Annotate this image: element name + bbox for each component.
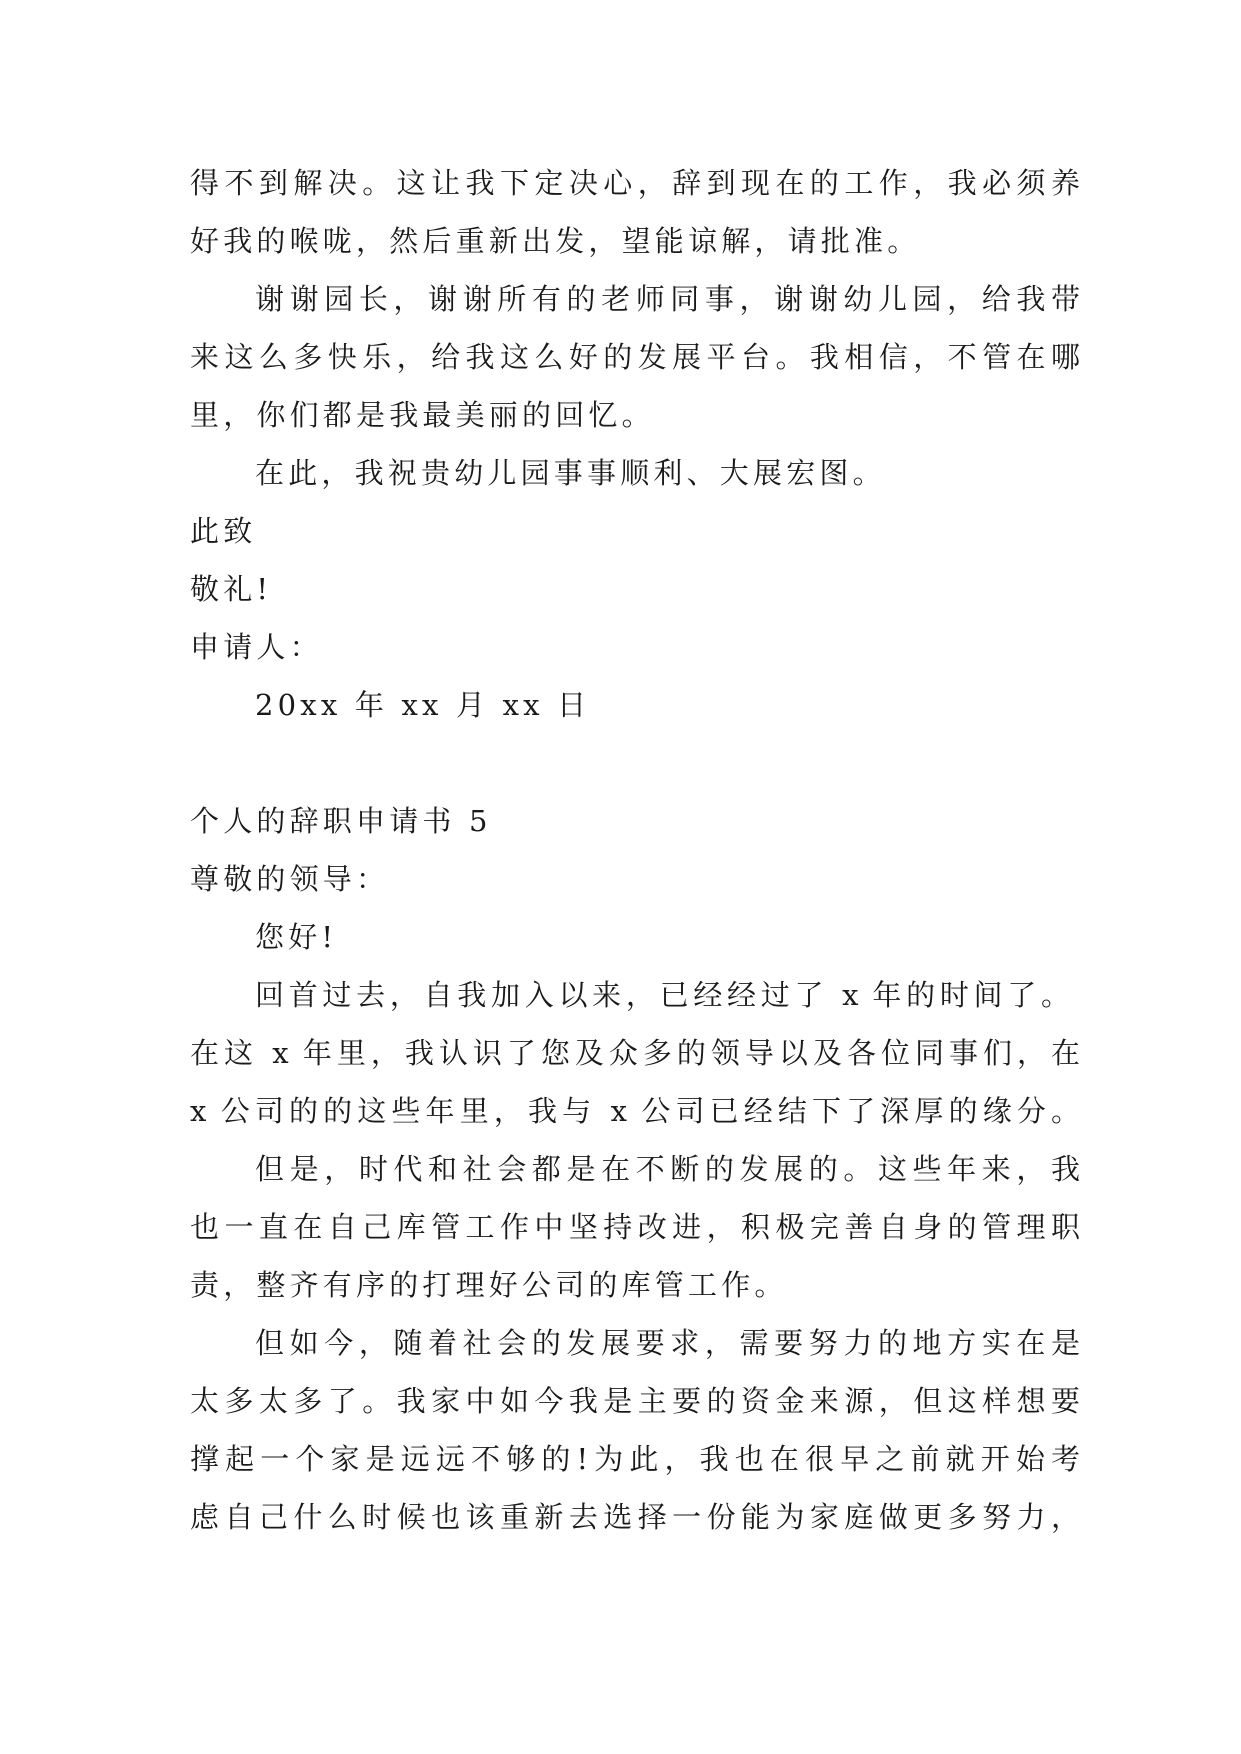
text-line: 但是，时代和社会都是在不断的发展的。这些年来，我 [255, 1152, 1080, 1186]
closing-salutation: 此致 [190, 514, 257, 548]
text-line: 也一直在自己库管工作中坚持改进，积极完善自身的管理职 [190, 1210, 1080, 1244]
date-line: 20xx 年 xx 月 xx 日 [255, 688, 591, 722]
text-line: 好我的喉咙，然后重新出发，望能谅解，请批准。 [190, 224, 921, 258]
text-line: 太多太多了。我家中如今我是主要的资金来源，但这样想要 [190, 1384, 1080, 1418]
text-line: 里，你们都是我最美丽的回忆。 [190, 398, 655, 432]
applicant-label: 申请人： [190, 630, 323, 664]
text-line: 得不到解决。这让我下定决心，辞到现在的工作，我必须养 [190, 166, 1080, 200]
text-line: 但如今，随着社会的发展要求，需要努力的地方实在是 [255, 1326, 1080, 1360]
text-line: 在这 x 年里，我认识了您及众多的领导以及各位同事们，在 [190, 1036, 1080, 1070]
greeting: 您好! [255, 920, 338, 954]
text-line: 责，整齐有序的打理好公司的库管工作。 [190, 1268, 788, 1302]
text-line: 谢谢园长，谢谢所有的老师同事，谢谢幼儿园，给我带 [255, 282, 1080, 316]
text-line: 虑自己什么时候也该重新去选择一份能为家庭做更多努力， [190, 1500, 1080, 1534]
salutation: 尊敬的领导： [190, 862, 390, 896]
text-line: x 公司的的这些年里，我与 x 公司已经结下了深厚的缘分。 [190, 1094, 1080, 1128]
text-line: 撑起一个家是远远不够的!为此，我也在很早之前就开始考 [190, 1442, 1080, 1476]
text-line: 在此，我祝贵幼儿园事事顺利、大展宏图。 [255, 456, 886, 490]
closing-regards: 敬礼! [190, 572, 273, 606]
text-line: 回首过去，自我加入以来，已经经过了 x 年的时间了。 [255, 978, 1070, 1012]
section-title: 个人的辞职申请书 5 [190, 804, 492, 838]
text-line: 来这么多快乐，给我这么好的发展平台。我相信，不管在哪 [190, 340, 1080, 374]
